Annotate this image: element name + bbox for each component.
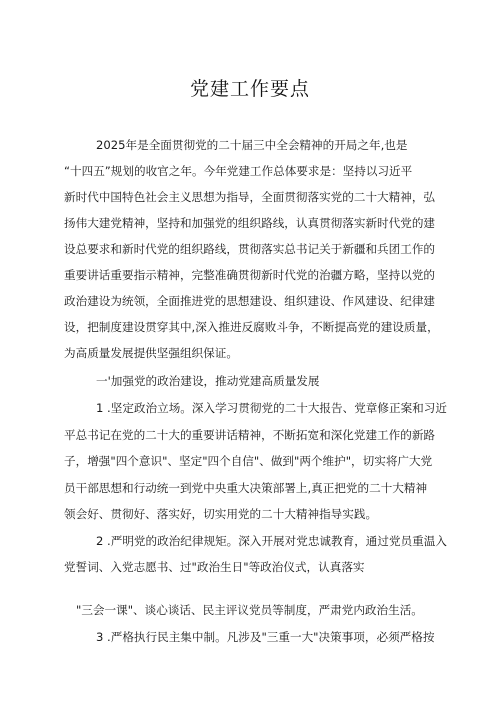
body-line: 政治建设为统领，全面推进党的思想建设、组织建设、作风建设、纪律建: [64, 294, 436, 308]
section-heading: 一'加强党的政治建设，推动党建高质量发展: [96, 374, 320, 388]
body-line: 员干部思想和行动统一到党中央重大决策部署上,真正把党的二十大精神: [64, 481, 428, 495]
body-line: 党誓词、入党志愿书、过"政治生日"等政治仪式，认真落实: [64, 560, 365, 574]
body-line: 新时代中国特色社会主义思想为指导，全面贯彻落实党的二十大精神，弘: [64, 190, 436, 204]
body-line: 2025年是全面贯彻党的二十届三中全会精神的开局之年,也是: [96, 138, 408, 152]
document-title: 党建工作要点: [189, 78, 310, 100]
body-line: 为高质量发展提供坚强组织保证。: [64, 346, 238, 360]
body-line: 设，把制度建设贯穿其中,深入推进反腐败斗争，不断提高党的建设质量，: [64, 320, 439, 334]
body-line: 平总书记在党的二十大的重要讲话精神，不断拓宽和深化党建工作的新路: [64, 428, 436, 442]
body-line: 2 .严明党的政治纪律规矩。深入开展对党忠诚教育，通过党员重温入: [96, 534, 447, 548]
body-line: 设总要求和新时代党的组织路线，贯彻落实总书记关于新疆和兵团工作的: [64, 242, 436, 256]
body-line: “十四五”规划的收官之年。今年党建工作总体要求是：坚持以习近平: [64, 164, 413, 178]
body-line: 子，增强"四个意识"、坚定"四个自信"、做到"两个维护"，切实将广大党: [64, 454, 433, 468]
body-line: "三会一课"、谈心谈话、民主评议党员等制度，严肃党内政治生活。: [76, 603, 423, 617]
body-line: 3 .严格执行民主集中制。凡涉及"三重一大"决策事项，必须严格按: [96, 630, 435, 644]
body-line: 1 .坚定政治立场。深入学习贯彻党的二十大报告、党章修正案和习近: [96, 401, 447, 415]
body-line: 重要讲话重要指示精神，完整准确贯彻新时代党的治疆方略，坚持以党的: [64, 268, 436, 282]
body-line: 领会好、贯彻好、落实好，切实用党的二十大精神指导实践。: [64, 507, 378, 521]
body-line: 扬伟大建党精神，坚持和加强党的组织路线，认真贯彻落实新时代党的建: [64, 216, 436, 230]
